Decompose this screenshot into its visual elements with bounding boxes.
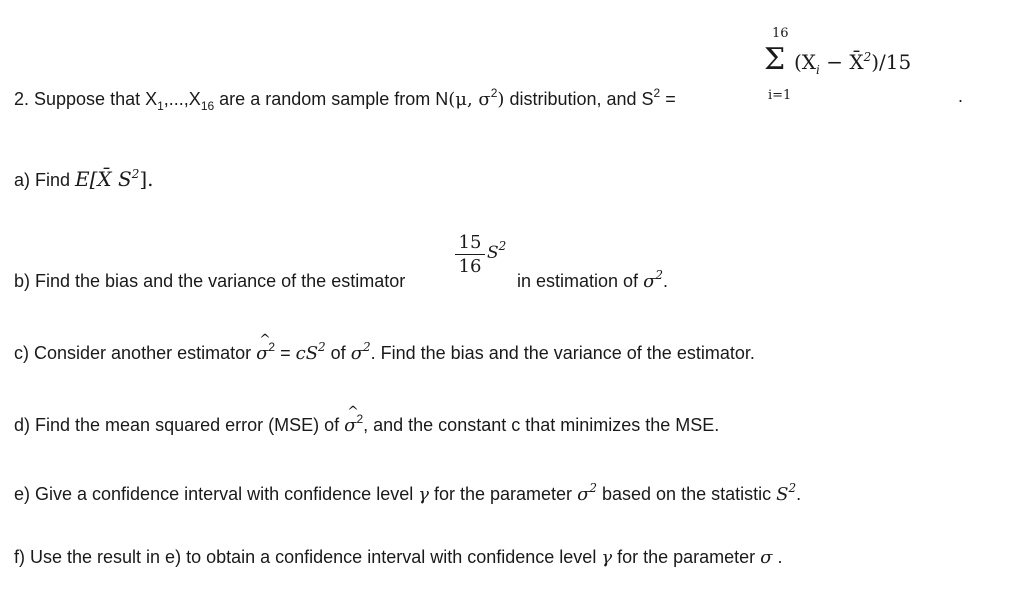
sigma-hat: ^ σ [344,415,356,437]
fraction-15-16: 15 16 [455,232,485,277]
fraction-s-squared: $S^2$ [487,239,507,263]
normal-dist-params: (μ, σ [448,89,491,110]
part-a: a) Find E[X̄ $S^2$]. [14,167,154,191]
sum-symbol: Σ [764,42,786,77]
sum-lower-limit: i=1 [768,88,792,103]
part-f: f) Use the result in e) to obtain a confidence interval with confidence level γ for the parameter σ . [14,547,783,568]
sigma-hat: ^ σ [256,343,268,365]
sum-expression: ($X_i$ − X̄$^2$)/15 [794,50,912,77]
intro-end-dot: . [958,86,964,106]
problem-intro: 2. Suppose that $X_1,...,X_{16}$ are a random sample from N(μ, $\sigma^2$) distribution, and $S^2$ = [14,86,676,113]
part-e: e) Give a confidence interval with confidence level γ for the parameter $\sigma^2$ based on the statistic $S^2$. [14,481,802,505]
part-b-tail: in estimation of $\sigma^2$. [517,268,669,292]
part-c: c) Consider another estimator ^ $\sigma^2 = cS^2$ of $\sigma^2$. Find the bias and the variance of the estimator. [14,342,755,366]
part-b: b) Find the bias and the variance of the estimator [14,271,406,291]
sample-variance-formula [760,26,970,110]
sum-upper-limit: 16 [772,26,789,41]
gamma-symbol: γ [601,547,613,568]
part-d: d) Find the mean squared error (MSE) of ^ $\sigma^2$, and the constant c that minimizes the MSE. [14,414,719,438]
gamma-symbol: γ [418,484,429,505]
